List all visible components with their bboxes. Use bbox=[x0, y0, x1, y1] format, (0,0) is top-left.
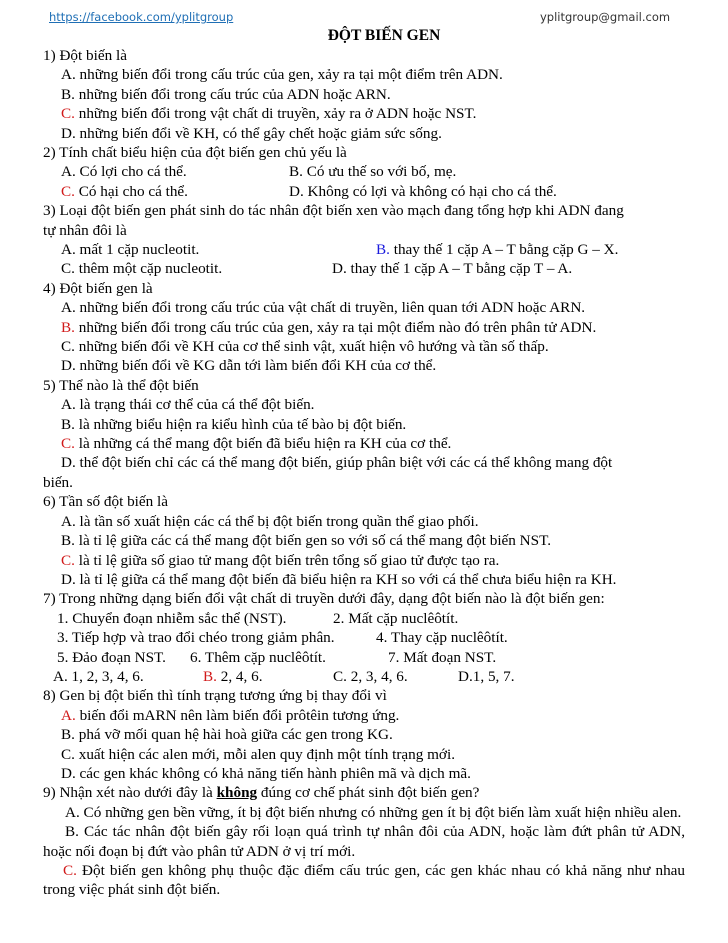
q3-option-b bbox=[376, 240, 618, 259]
answer-marker: C. bbox=[61, 105, 75, 123]
option-text: Đột biến gen không phụ thuộc đặc điểm cấu trúc gen, các gen khác nhau có khả năng như nhau trong việc phát sinh đột biến. bbox=[43, 861, 685, 899]
q7-option-d: D.1, 5, 7. bbox=[458, 667, 515, 685]
option-text: thay thế 1 cặp A – T bằng cặp G – X. bbox=[389, 241, 619, 259]
q8-option-d: D. các gen khác không có khả năng tiến hành phiên mã và dịch mã. bbox=[61, 764, 471, 782]
option-text: những biến đổi trong vật chất di truyền, xảy ra ở ADN hoặc NST. bbox=[74, 105, 477, 123]
q7-item-7: 7. Mất đoạn NST. bbox=[388, 648, 497, 666]
q9-text-pre: 9) Nhận xét nào dưới đây là bbox=[43, 784, 217, 802]
q3-option-a: A. mất 1 cặp nucleotit. bbox=[61, 241, 200, 259]
question-9 bbox=[43, 783, 685, 802]
option-text: là những cá thể mang đột biến đã biểu hiện ra KH của cơ thể. bbox=[74, 435, 452, 453]
q8-option-a bbox=[43, 706, 685, 725]
q7-options-row bbox=[43, 667, 685, 686]
q2-option-c bbox=[61, 182, 188, 201]
answer-marker: C. bbox=[61, 551, 75, 569]
q7-items-row-3 bbox=[43, 648, 685, 667]
question-7: 7) Trong những dạng biến đổi vật chất di truyền dưới đây, dạng đột biến nào là đột biến gen: bbox=[43, 590, 605, 608]
q5-option-c bbox=[43, 434, 685, 453]
q4-option-c: C. những biến đổi về KH của cơ thể sinh vật, xuất hiện vô hướng và tần số thấp. bbox=[61, 338, 549, 356]
q6-option-c bbox=[43, 551, 685, 570]
answer-marker: C. bbox=[61, 182, 75, 200]
q3-options-row-1 bbox=[43, 240, 685, 259]
question-5: 5) Thể nào là thể đột biến bbox=[43, 376, 199, 394]
q9-option-b: B. Các tác nhân đột biến gây rối loạn quá trình tự nhân đôi của ADN, hoặc làm đứt phân tử ADN, hoặc nối đoạn bị đứt vào phân tử ADN ở vị trí mới. bbox=[43, 823, 685, 860]
q1-option-a: A. những biến đổi trong cấu trúc của gen, xảy ra tại một điểm trên ADN. bbox=[61, 66, 503, 84]
option-text: những biến đổi trong cấu trúc của gen, xảy ra tại một điểm nào đó trên phân tử ADN. bbox=[74, 318, 597, 336]
q7-item-2: 2. Mất cặp nuclêôtít. bbox=[333, 609, 459, 627]
option-text: biến đổi mARN nên làm biến đổi prôtêin tương ứng. bbox=[75, 706, 400, 724]
q7-option-a: A. 1, 2, 3, 4, 6. bbox=[53, 667, 144, 685]
q5-option-a: A. là trạng thái cơ thể của cá thể đột biến. bbox=[61, 396, 315, 414]
q5-option-d-cont: biến. bbox=[43, 473, 73, 491]
q1-option-b: B. những biến đổi trong cấu trúc của ADN hoặc ARN. bbox=[61, 85, 391, 103]
answer-marker: C. bbox=[63, 861, 77, 879]
q7-item-4: 4. Thay cặp nuclêôtít. bbox=[376, 629, 508, 647]
option-text: 2, 4, 6. bbox=[216, 667, 263, 685]
q7-item-6: 6. Thêm cặp nuclêôtít. bbox=[190, 648, 326, 666]
q7-items-row-2 bbox=[43, 628, 685, 647]
q2-option-d: D. Không có lợi và không có hại cho cá thể. bbox=[289, 182, 557, 200]
q9-text-post: đúng cơ chế phát sinh đột biến gen? bbox=[257, 784, 480, 802]
answer-marker: B. bbox=[376, 241, 390, 259]
q3-option-c: C. thêm một cặp nucleotit. bbox=[61, 260, 223, 278]
q2-option-b: B. Có ưu thế so với bố, mẹ. bbox=[289, 163, 457, 181]
question-list bbox=[43, 46, 685, 900]
option-text: Có hại cho cá thể. bbox=[74, 182, 188, 200]
q4-option-a: A. những biến đổi trong cấu trúc của vật chất di truyền, liên quan tới ADN hoặc ARN. bbox=[61, 299, 586, 317]
q4-option-b bbox=[43, 318, 685, 337]
q9-option-c bbox=[43, 861, 685, 900]
q9-negation: không bbox=[216, 784, 258, 802]
answer-marker: B. bbox=[203, 667, 217, 685]
q4-option-d: D. những biến đổi về KG dẫn tới làm biến đổi KH của cơ thể. bbox=[61, 357, 437, 375]
q3-option-d: D. thay thế 1 cặp A – T bằng cặp T – A. bbox=[332, 260, 573, 278]
question-2: 2) Tính chất biểu hiện của đột biến gen chủ yếu là bbox=[43, 144, 347, 162]
q7-item-3: 3. Tiếp hợp và trao đổi chéo trong giảm phân. bbox=[57, 629, 335, 647]
email-address: yplitgroup@gmail.com bbox=[540, 10, 671, 24]
q7-option-b bbox=[203, 667, 263, 686]
answer-marker: C. bbox=[61, 435, 75, 453]
q6-option-a: A. là tần số xuất hiện các cá thể bị đột biến trong quần thể giao phối. bbox=[61, 512, 479, 530]
q7-item-1: 1. Chuyển đoạn nhiễm sắc thể (NST). bbox=[57, 609, 287, 627]
answer-marker: B. bbox=[61, 318, 75, 336]
question-3-cont: tự nhân đôi là bbox=[43, 221, 127, 239]
q1-option-c bbox=[43, 104, 685, 123]
q2-options-row-1 bbox=[43, 162, 685, 181]
q9-option-a: A. Có những gen bền vững, ít bị đột biến nhưng có những gen ít bị đột biến làm xuất hiện nhiều alen. bbox=[65, 803, 682, 821]
q6-option-d: D. là tỉ lệ giữa cá thể mang đột biến đã biểu hiện ra KH so với cá thể chưa biểu hiện ra KH. bbox=[61, 570, 617, 588]
page-title: ĐỘT BIẾN GEN bbox=[327, 27, 441, 44]
answer-marker: A. bbox=[61, 706, 76, 724]
q6-option-b: B. là tỉ lệ giữa các cá thể mang đột biến gen so với số cá thể mang đột biến NST. bbox=[61, 532, 552, 550]
option-text: là tỉ lệ giữa số giao tử mang đột biến trên tổng số giao tử được tạo ra. bbox=[74, 551, 500, 569]
q2-options-row-2 bbox=[43, 182, 685, 201]
q7-items-row-1 bbox=[43, 609, 685, 628]
question-3: 3) Loại đột biến gen phát sinh do tác nhân đột biến xen vào mạch đang tổng hợp khi ADN đang bbox=[43, 202, 624, 220]
q7-option-c: C. 2, 3, 4, 6. bbox=[333, 667, 408, 685]
q7-item-5: 5. Đảo đoạn NST. bbox=[57, 648, 166, 666]
q2-option-a: A. Có lợi cho cá thể. bbox=[61, 163, 187, 181]
question-8: 8) Gen bị đột biến thì tính trạng tương ứng bị thay đổi vì bbox=[43, 687, 387, 705]
facebook-link[interactable]: https://facebook.com/yplitgroup bbox=[49, 10, 234, 24]
question-6: 6) Tần số đột biến là bbox=[43, 493, 168, 511]
question-1: 1) Đột biến là bbox=[43, 47, 127, 64]
q3-options-row-2 bbox=[43, 259, 685, 278]
q8-option-b: B. phá vỡ mối quan hệ hài hoà giữa các gen trong KG. bbox=[61, 726, 393, 744]
q1-option-d: D. những biến đổi về KH, có thể gây chết hoặc giảm sức sống. bbox=[61, 124, 442, 142]
q8-option-c: C. xuất hiện các alen mới, mỗi alen quy định một tính trạng mới. bbox=[61, 745, 455, 763]
question-4: 4) Đột biến gen là bbox=[43, 279, 153, 297]
q5-option-d: D. thể đột biến chỉ các cá thể mang đột biến, giúp phân biệt với các cá thể không mang đột bbox=[61, 454, 613, 472]
q5-option-b: B. là những biểu hiện ra kiểu hình của tế bào bị đột biến. bbox=[61, 415, 407, 433]
